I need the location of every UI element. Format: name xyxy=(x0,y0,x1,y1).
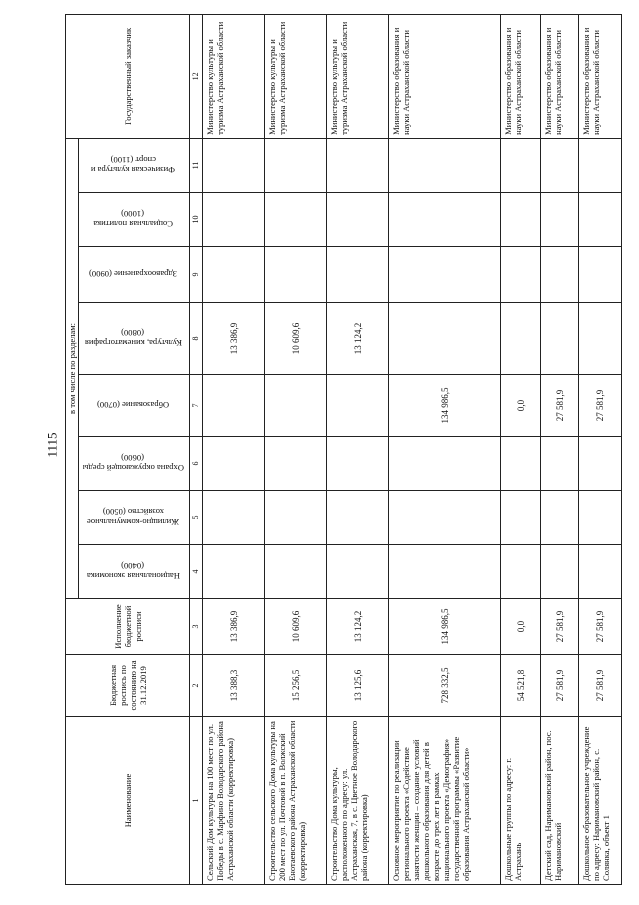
row-customer: Министерство образования и науки Астраханской области xyxy=(579,14,622,138)
row-name: Строительство Дома культуры, расположенного по адресу: ул. Астраханская, 7, в с. Цветное Володарского района (корректировка) xyxy=(327,717,389,885)
row-education: 134 986,5 xyxy=(389,375,501,437)
row-housing xyxy=(501,491,541,545)
row-social xyxy=(265,193,327,247)
header-environment: Охрана окружающей среды (0600) xyxy=(79,437,190,491)
row-customer: Министерство образования и науки Астраханской области xyxy=(541,14,579,138)
row-health xyxy=(327,247,389,303)
col-num: 1 xyxy=(190,717,203,885)
row-customer: Министерство образования и науки Астраханской области xyxy=(501,14,541,138)
row-economy xyxy=(541,545,579,599)
row-culture: 10 609,6 xyxy=(265,303,327,375)
header-culture: Культура, кинематография (0800) xyxy=(79,303,190,375)
col-num: 3 xyxy=(190,599,203,655)
row-economy xyxy=(579,545,622,599)
row-economy xyxy=(389,545,501,599)
row-housing xyxy=(389,491,501,545)
row-social xyxy=(501,193,541,247)
row-customer: Министерство культуры и туризма Астраханской области xyxy=(265,14,327,138)
table-row xyxy=(579,14,622,884)
row-environment xyxy=(389,437,501,491)
table-row xyxy=(327,14,389,884)
row-customer: Министерство культуры и туризма Астраханской области xyxy=(327,14,389,138)
row-execution: 10 609,6 xyxy=(265,599,327,655)
row-housing xyxy=(541,491,579,545)
row-housing xyxy=(579,491,622,545)
row-environment xyxy=(265,437,327,491)
row-execution: 27 581,9 xyxy=(541,599,579,655)
row-economy xyxy=(327,545,389,599)
row-sport xyxy=(541,138,579,192)
row-budget: 728 332,5 xyxy=(389,655,501,717)
row-health xyxy=(203,247,265,303)
row-health xyxy=(501,247,541,303)
row-customer: Министерство культуры и туризма Астраханской области xyxy=(203,14,265,138)
row-economy xyxy=(203,545,265,599)
row-name: Дошкольное образовательное учреждение по адресу: Наримановский район, с. Солянка, объект 1 xyxy=(579,717,622,885)
row-sport xyxy=(327,138,389,192)
row-environment xyxy=(203,437,265,491)
row-name: Дошкольные группы по адресу: г. Астрахань xyxy=(501,717,541,885)
row-name: Строительство сельского Дома культуры на 200 мест по ул. Почтовой в п. Волжский Енотаевского района Астраханской области (корректировка) xyxy=(265,717,327,885)
row-social xyxy=(579,193,622,247)
row-culture: 13 124,2 xyxy=(327,303,389,375)
row-economy xyxy=(501,545,541,599)
col-num: 6 xyxy=(190,437,203,491)
header-execution: Исполнение бюджетной росписи xyxy=(66,599,190,655)
col-num: 7 xyxy=(190,375,203,437)
table-row xyxy=(265,14,327,884)
row-name: Сельский Дом культуры на 100 мест по ул. Победы в с. Марфино Володарского района Астраханской области (корректировка) xyxy=(203,717,265,885)
header-health: Здравоохранение (0900) xyxy=(79,247,190,303)
row-budget: 15 256,5 xyxy=(265,655,327,717)
row-education xyxy=(327,375,389,437)
row-education: 27 581,9 xyxy=(579,375,622,437)
budget-table xyxy=(65,14,622,885)
row-culture xyxy=(579,303,622,375)
row-sport xyxy=(579,138,622,192)
header-row-main xyxy=(66,14,79,884)
row-culture: 13 386,9 xyxy=(203,303,265,375)
column-number-row xyxy=(190,14,203,884)
row-environment xyxy=(327,437,389,491)
header-name: Наименование xyxy=(66,717,190,885)
col-num: 9 xyxy=(190,247,203,303)
header-education: Образование (0700) xyxy=(79,375,190,437)
row-environment xyxy=(541,437,579,491)
row-health xyxy=(389,247,501,303)
row-environment xyxy=(501,437,541,491)
col-num: 12 xyxy=(190,14,203,138)
table-row xyxy=(501,14,541,884)
row-social xyxy=(327,193,389,247)
row-customer: Министерство образования и науки Астраханской области xyxy=(389,14,501,138)
row-execution: 0,0 xyxy=(501,599,541,655)
row-housing xyxy=(327,491,389,545)
row-execution: 13 386,9 xyxy=(203,599,265,655)
row-name: Основное мероприятие по реализации регионального проекта «Содействие занятости женщин – создание условий дошкольного образования для детей в возрасте до трех лет в рамках национального проекта «Демография» государственной программы «Развитие образования Астраханской области» xyxy=(389,717,501,885)
header-economy: Национальная экономика (0400) xyxy=(79,545,190,599)
row-sport xyxy=(203,138,265,192)
row-housing xyxy=(203,491,265,545)
row-budget: 13 388,3 xyxy=(203,655,265,717)
row-execution: 27 581,9 xyxy=(579,599,622,655)
col-num: 5 xyxy=(190,491,203,545)
row-name: Детский сад, Наримановский район, пос. Наримановский xyxy=(541,717,579,885)
row-sport xyxy=(389,138,501,192)
row-sport xyxy=(265,138,327,192)
row-education xyxy=(203,375,265,437)
page-number: 1115 xyxy=(44,432,60,458)
row-sport xyxy=(501,138,541,192)
row-budget: 27 581,9 xyxy=(541,655,579,717)
header-customer: Государственный заказчик xyxy=(66,14,190,138)
row-education: 27 581,9 xyxy=(541,375,579,437)
col-num: 4 xyxy=(190,545,203,599)
row-budget: 13 125,6 xyxy=(327,655,389,717)
row-housing xyxy=(265,491,327,545)
col-num: 10 xyxy=(190,193,203,247)
row-health xyxy=(541,247,579,303)
row-social xyxy=(541,193,579,247)
row-environment xyxy=(579,437,622,491)
col-num: 11 xyxy=(190,138,203,192)
table-row xyxy=(203,14,265,884)
row-education: 0,0 xyxy=(501,375,541,437)
row-culture xyxy=(541,303,579,375)
row-execution: 134 986,5 xyxy=(389,599,501,655)
row-culture xyxy=(389,303,501,375)
table-row xyxy=(541,14,579,884)
header-social: Социальная политика (1000) xyxy=(79,193,190,247)
header-budget: Бюджетная роспись по состоянию на 31.12.2019 xyxy=(66,655,190,717)
row-health xyxy=(579,247,622,303)
row-budget: 27 581,9 xyxy=(579,655,622,717)
row-social xyxy=(203,193,265,247)
col-num: 2 xyxy=(190,655,203,717)
budget-table-sheet xyxy=(65,15,611,885)
row-social xyxy=(389,193,501,247)
row-culture xyxy=(501,303,541,375)
row-economy xyxy=(265,545,327,599)
header-sport: Физическая культура и спорт (1100) xyxy=(79,138,190,192)
table-row xyxy=(389,14,501,884)
header-in-sections: в том числе по разделам: xyxy=(66,138,79,598)
col-num: 8 xyxy=(190,303,203,375)
row-health xyxy=(265,247,327,303)
row-budget: 54 521,8 xyxy=(501,655,541,717)
row-education xyxy=(265,375,327,437)
header-housing: Жилищно-коммунальное хозяйство (0500) xyxy=(79,491,190,545)
row-execution: 13 124,2 xyxy=(327,599,389,655)
